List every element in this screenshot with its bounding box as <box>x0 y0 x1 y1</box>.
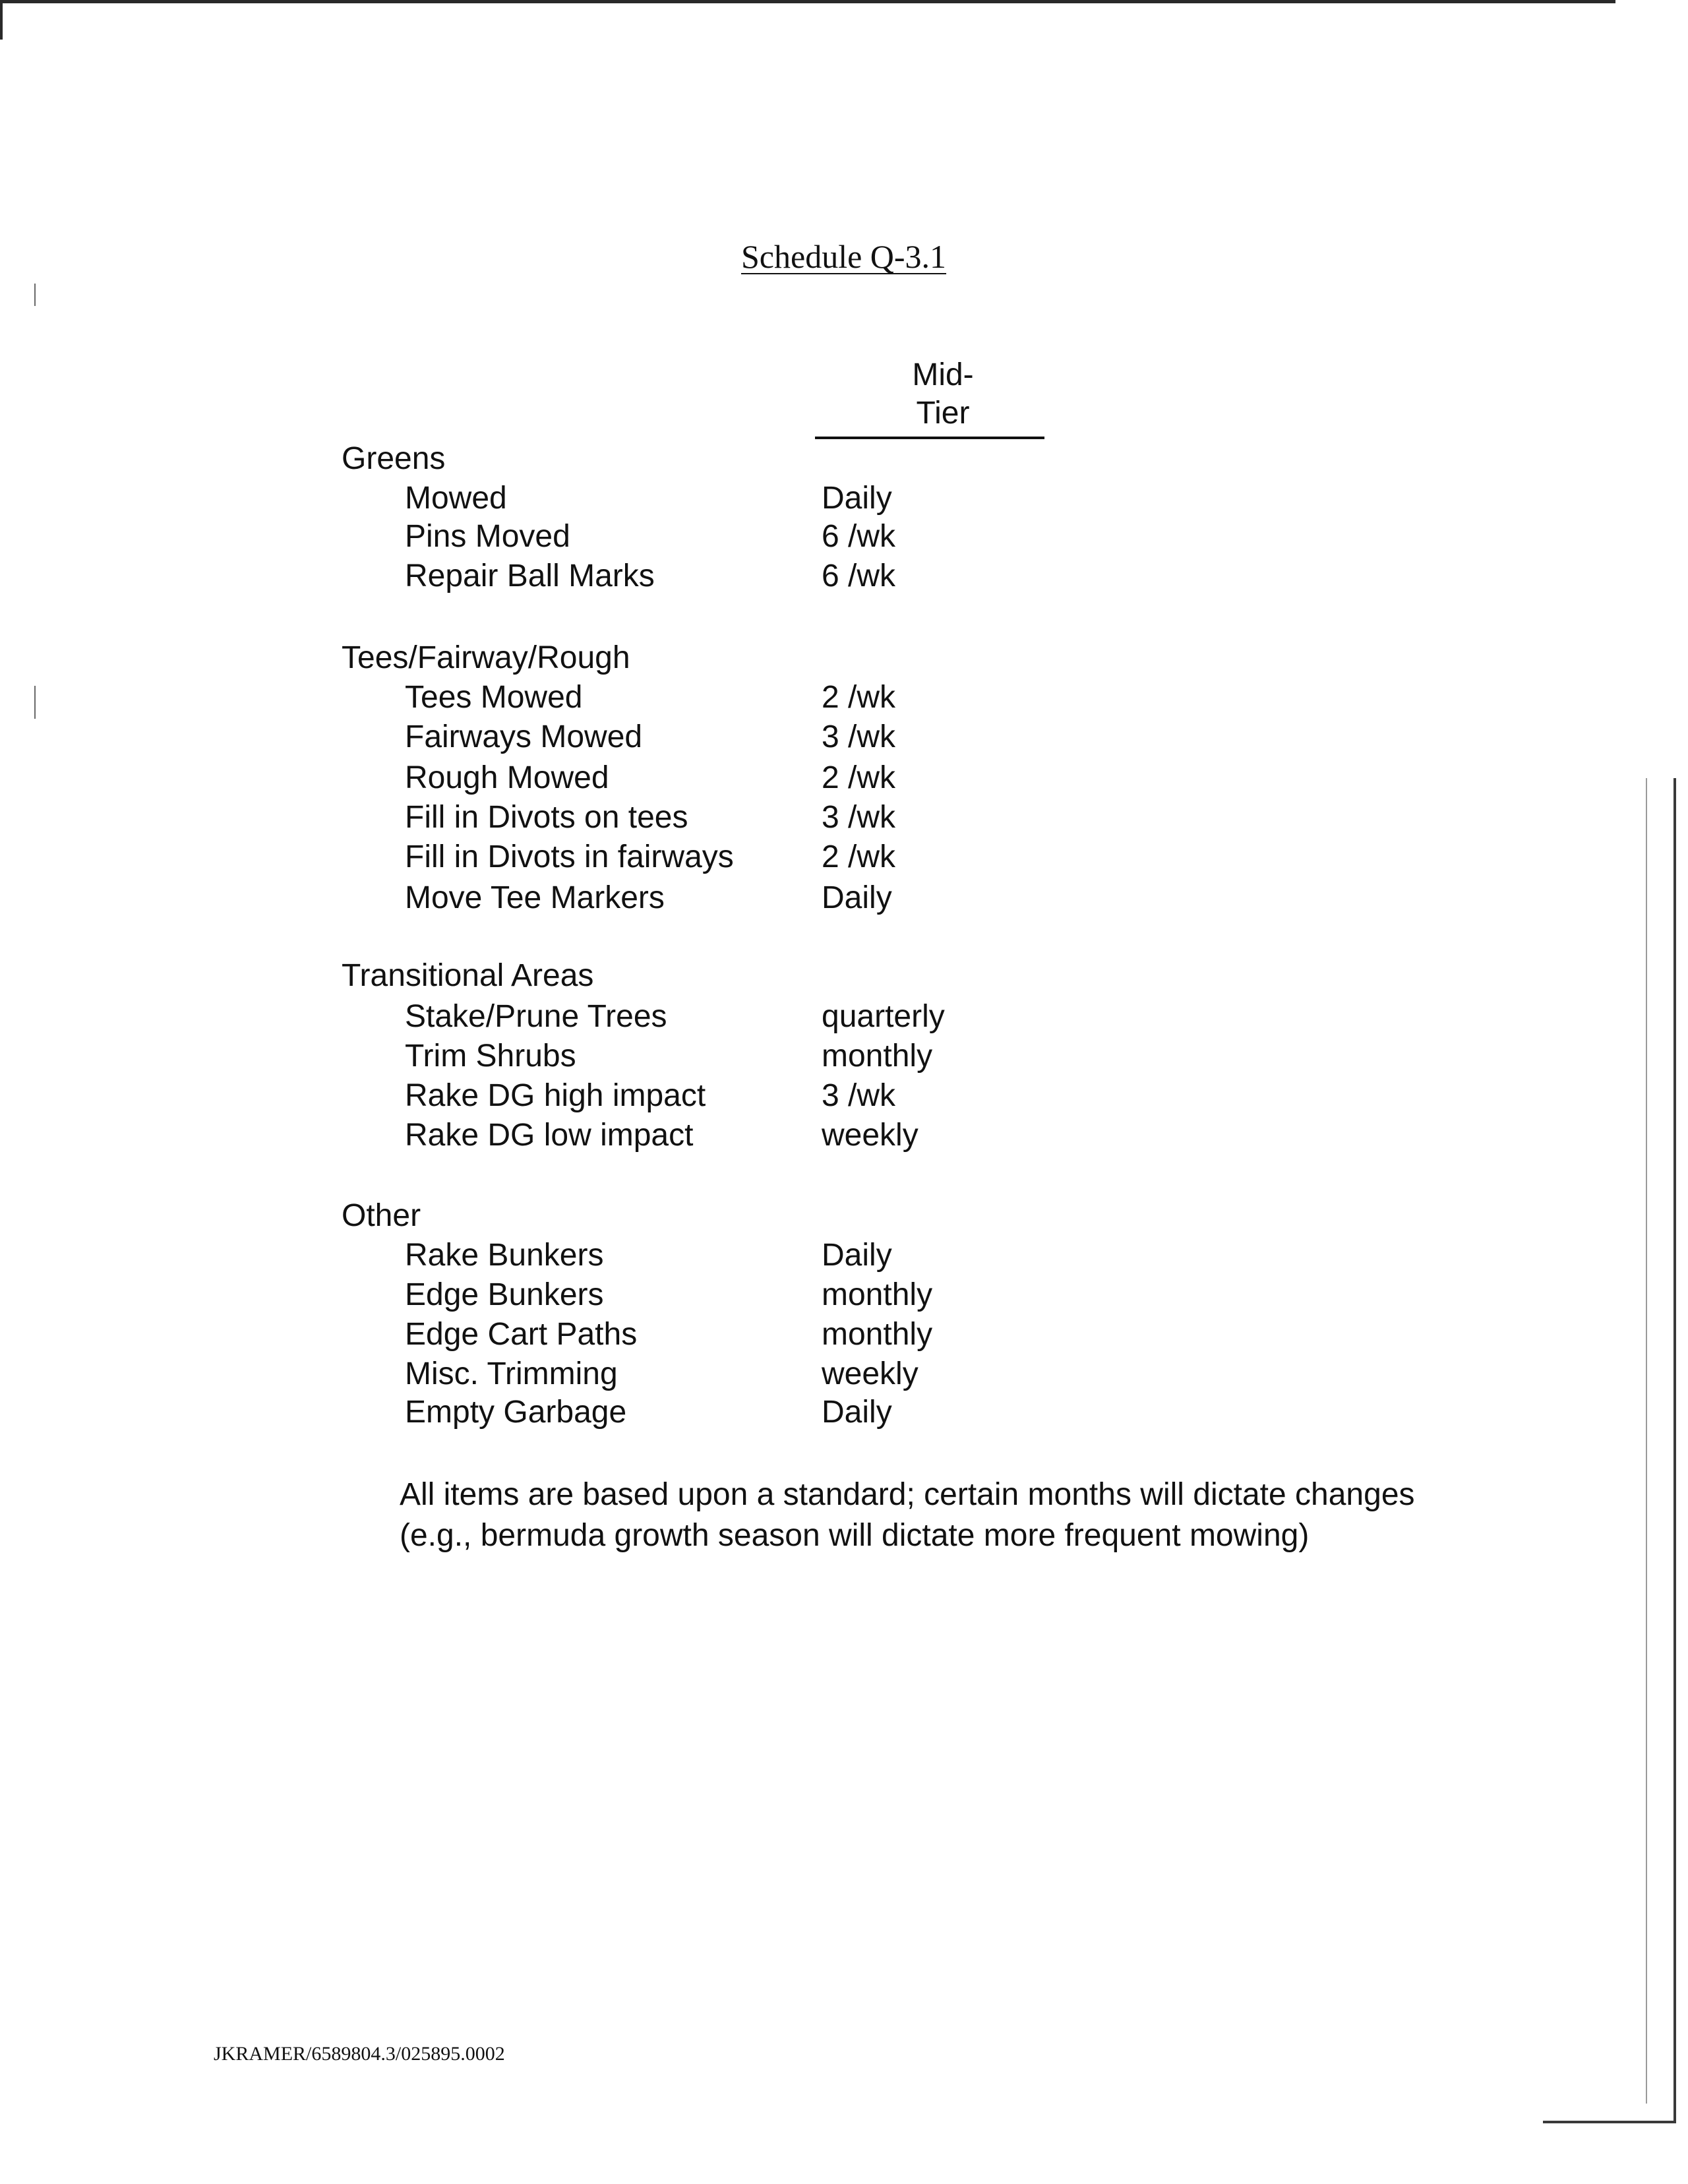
footnote <box>400 1474 1415 1556</box>
task-frequency: monthly <box>822 1317 933 1352</box>
task-label: Rake DG low impact <box>405 1118 694 1153</box>
task-label: Repair Ball Marks <box>405 559 655 593</box>
task-label: Fairways Mowed <box>405 719 643 754</box>
task-frequency: 2 /wk <box>822 680 896 715</box>
task-label: Stake/Prune Trees <box>405 999 667 1034</box>
task-frequency: Daily <box>822 1238 892 1273</box>
task-frequency: 3 /wk <box>822 800 896 835</box>
task-frequency: 6 /wk <box>822 559 896 593</box>
task-label: Empty Garbage <box>405 1395 627 1430</box>
task-label: Trim Shrubs <box>405 1039 576 1074</box>
section-title-greens: Greens <box>342 441 446 476</box>
section-title-tees-fairway-rough: Tees/Fairway/Rough <box>342 640 630 675</box>
footnote-line1: All items are based upon a standard; certain months will dictate changes <box>400 1477 1415 1512</box>
task-label: Fill in Divots in fairways <box>405 839 734 874</box>
task-label: Rough Mowed <box>405 760 609 795</box>
column-header-line1: Mid- <box>912 357 974 392</box>
task-label: Mowed <box>405 481 507 516</box>
task-label: Rake DG high impact <box>405 1078 706 1113</box>
task-frequency: 2 /wk <box>822 760 896 795</box>
task-frequency: 3 /wk <box>822 1078 896 1113</box>
task-label: Misc. Trimming <box>405 1356 618 1391</box>
task-frequency: 2 /wk <box>822 839 896 874</box>
task-label: Tees Mowed <box>405 680 583 715</box>
task-label: Fill in Divots on tees <box>405 800 688 835</box>
task-label: Move Tee Markers <box>405 880 665 915</box>
task-label: Edge Bunkers <box>405 1277 604 1312</box>
column-header-line2: Tier <box>916 396 970 431</box>
task-frequency: weekly <box>822 1118 919 1153</box>
task-frequency: Daily <box>822 481 892 516</box>
task-frequency: monthly <box>822 1277 933 1312</box>
document-id: JKRAMER/6589804.3/025895.0002 <box>214 2043 505 2065</box>
task-label: Rake Bunkers <box>405 1238 604 1273</box>
task-frequency: 3 /wk <box>822 719 896 754</box>
document-title: Schedule Q-3.1 <box>741 238 947 275</box>
task-frequency: quarterly <box>822 999 945 1034</box>
task-frequency: monthly <box>822 1039 933 1074</box>
task-label: Pins Moved <box>405 519 570 554</box>
footnote-line2: (e.g., bermuda growth season will dictate more frequent mowing) <box>400 1518 1310 1553</box>
task-frequency: Daily <box>822 1395 892 1430</box>
task-frequency: weekly <box>822 1356 919 1391</box>
task-label: Edge Cart Paths <box>405 1317 638 1352</box>
task-frequency: 6 /wk <box>822 519 896 554</box>
task-frequency: Daily <box>822 880 892 915</box>
section-title-other: Other <box>342 1198 421 1233</box>
section-title-transitional-areas: Transitional Areas <box>342 958 594 993</box>
